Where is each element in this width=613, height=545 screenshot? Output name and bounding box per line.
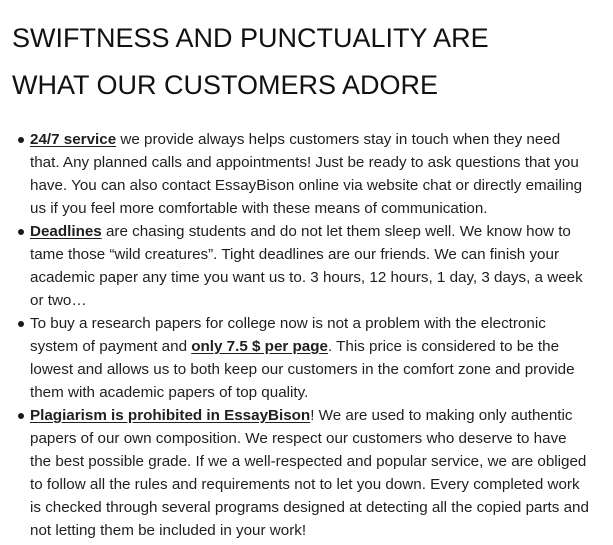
item-text-payment-before: To buy a research papers for college now is not a problem with the electronic system of payment and — [30, 315, 546, 355]
item-text-service: we provide always helps customers stay in touch when they need that. Any planned calls and appointments! Just be ready to ask questions that you have. You can also contact EssayBison online via website chat or directly emailing us if you feel more comfortable with these means of communication. — [30, 131, 583, 217]
item-text-deadlines: are chasing students and do not let them sleep well. We know how to tame those “wild creatures”. Tight deadlines are our friends. We can finish your academic paper any time you want us to. 3 hours, 12 hours, 1 day, 3 days, a week or two… — [30, 223, 583, 309]
item-lead-service: 24/7 service — [30, 131, 117, 148]
list-item-payment — [30, 312, 590, 404]
list-item-deadlines — [30, 220, 590, 312]
list-item-service — [30, 128, 590, 220]
page-title-line-1: SWIFTNESS AND PUNCTUALITY ARE — [12, 23, 489, 53]
item-text-payment-after: . This price is considered to be the lowest and allows us to both keep our customers in the comfort zone and provide them with academic papers of top quality. — [30, 338, 575, 401]
item-lead-price: only 7.5 $ per page — [191, 338, 328, 355]
page-title-line-2: WHAT OUR CUSTOMERS ADORE — [12, 70, 439, 100]
list-item-plagiarism — [30, 404, 590, 542]
feature-list — [30, 128, 590, 542]
item-text-plagiarism: ! We are used to making only authentic papers of our own composition. We respect our customers who deserve to have the best possible grade. If we a well-respected and popular service, we are obliged to follow all the rules and requirements not to let you down. Every completed work is checked through several programs designed at detecting all the copied parts and not letting them be included in your work! — [30, 407, 589, 539]
item-lead-deadlines: Deadlines — [30, 223, 102, 240]
item-lead-plagiarism: Plagiarism is prohibited in EssayBison — [30, 407, 311, 424]
page-title — [12, 15, 607, 109]
